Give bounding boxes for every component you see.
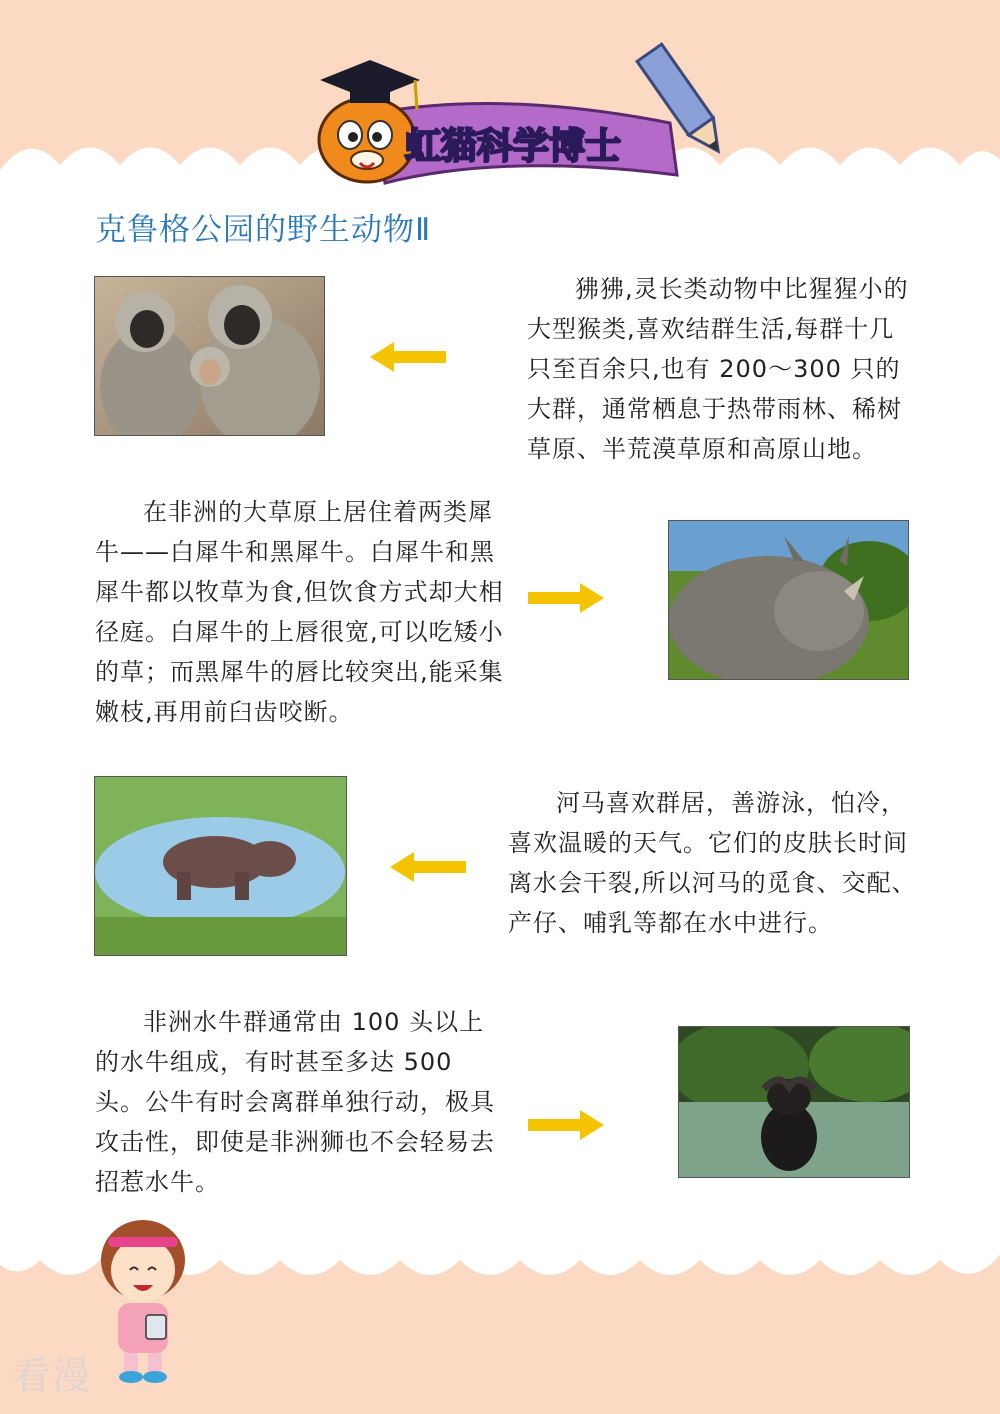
- graduation-cap-icon: [320, 60, 420, 110]
- monkey-photo: [94, 276, 325, 436]
- rhino-text: 在非洲的大草原上居住着两类犀牛——白犀牛和黑犀牛。白犀牛和黑犀牛都以牧草为食,但饮食方式却大相径庭。白犀牛的上唇很宽,可以吃矮小的草；而黑犀牛的唇比较突出,能采集嫩枝,再用前臼齿咬断。: [95, 498, 504, 726]
- rhino-description: [95, 492, 505, 732]
- cat-mascot-icon: [319, 98, 415, 182]
- arrow-right-icon: [528, 1108, 604, 1142]
- buffalo-description: [95, 1002, 505, 1202]
- arrow-right-icon: [528, 581, 604, 615]
- arrow-left-icon: [390, 850, 466, 884]
- watermark-text: 看漫: [12, 1354, 93, 1398]
- hippo-photo: [94, 776, 347, 956]
- girl-mascot-illustration: [88, 1215, 198, 1385]
- buffalo-text: 非洲水牛群通常由 100 头以上的水牛组成，有时甚至多达 500 头。公牛有时会离群单独行动，极具攻击性，即使是非洲狮也不会轻易去招惹水牛。: [95, 1008, 495, 1196]
- hippo-text: 河马喜欢群居，善游泳，怕冷，喜欢温暖的天气。它们的皮肤长时间离水会干裂,所以河马的觅食、交配、产仔、哺乳等都在水中进行。: [508, 789, 917, 937]
- brand-title: 虹猫科学博士: [405, 126, 622, 167]
- hippo-description: [508, 783, 924, 943]
- rhino-photo: [668, 520, 909, 680]
- buffalo-photo: [678, 1026, 910, 1178]
- page-title: 克鲁格公园的野生动物Ⅱ: [95, 212, 432, 248]
- monkey-text: 狒狒,灵长类动物中比猩猩小的大型猴类,喜欢结群生活,每群十几只至百余只,也有 200～300 只的大群，通常栖息于热带雨林、稀树草原、半荒漠草原和高原山地。: [527, 275, 909, 463]
- arrow-left-icon: [370, 340, 446, 374]
- brand-banner: [305, 35, 725, 190]
- monkey-description: [527, 269, 919, 469]
